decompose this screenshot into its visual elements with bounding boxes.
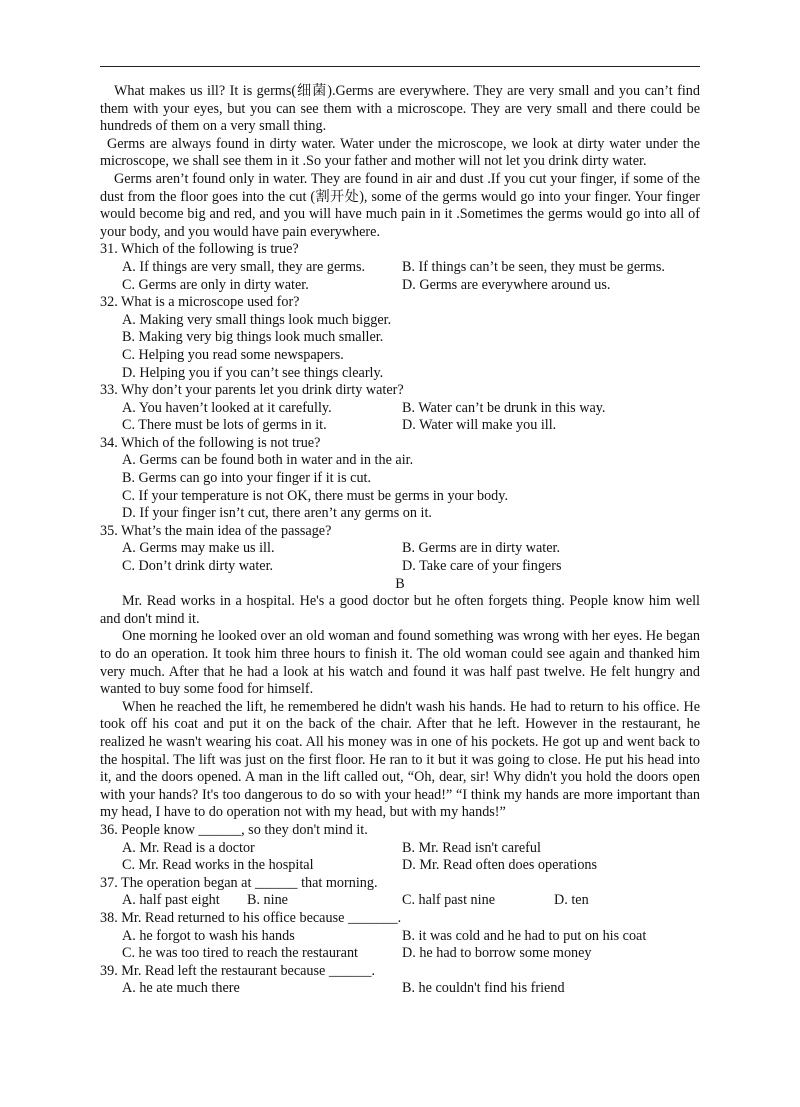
question-stem: 36. People know ______, so they don't mind it. [100, 821, 368, 838]
answer-option: B. Making very big things look much smaller. [122, 329, 384, 346]
answer-option: C. Helping you read some newspapers. [122, 346, 344, 363]
question-stem: 33. Why don’t your parents let you drink dirty water? [100, 382, 404, 399]
question-item [100, 875, 700, 910]
answer-options [100, 400, 700, 435]
answer-option: A. Germs may make us ill. [122, 540, 275, 557]
questions-b [100, 822, 700, 998]
option-row [122, 857, 700, 875]
answer-option: B. Water can’t be drunk in this way. [402, 399, 606, 416]
answer-option: A. If things are very small, they are germs. [122, 258, 366, 275]
option-row [122, 980, 700, 998]
answer-options [100, 928, 700, 963]
question-item [100, 435, 700, 523]
option-row [122, 400, 700, 418]
answer-option: D. Helping you if you can’t see things clearly. [122, 364, 384, 381]
answer-options [100, 980, 700, 998]
question-stem: 38. Mr. Read returned to his office because _______. [100, 909, 402, 926]
answer-option: D. he had to borrow some money [402, 945, 592, 962]
passage-b [100, 593, 700, 822]
answer-option: D. ten [554, 892, 589, 909]
document-body [100, 83, 700, 998]
answer-options [100, 840, 700, 875]
option-row [122, 840, 700, 858]
passage-b-paragraph-3: When he reached the lift, he remembered he didn't wash his hands. He had to return to his office. He took off his coat and put it on the back of the chair. After that he left. However in the restaurant, he realized he wasn't wearing his coat. All his money was in one of his pockets. He got up and went back to the hospital. The lift was just on the first floor. He ran to it but it was going to close. He put his head into it, and the doors opened. A man in the lift called out, “Oh, dear, sir! Why didn't you hold the doors open with your hands? It's too dangerous to do so with your head!” “I think my hands are more important than my head, I have to do operation not with my head, but with my hands!” [100, 698, 700, 821]
question-stem: 32. What is a microscope used for? [100, 294, 300, 311]
option-row [122, 558, 700, 576]
question-item [100, 523, 700, 576]
answer-option: C. Don’t drink dirty water. [122, 558, 274, 575]
answer-option: B. Germs can go into your finger if it is cut. [122, 470, 372, 487]
answer-option: A. he ate much there [122, 980, 240, 997]
answer-option: A. he forgot to wash his hands [122, 927, 295, 944]
answer-option: C. half past nine [402, 892, 495, 909]
option-row [122, 417, 700, 435]
answer-option: B. he couldn't find his friend [402, 980, 565, 997]
answer-option: A. half past eight [122, 892, 220, 909]
option-row [122, 945, 700, 963]
passage-a [100, 83, 700, 241]
option-row [122, 892, 700, 910]
answer-options [100, 540, 700, 575]
question-item [100, 382, 700, 435]
option-row [122, 277, 700, 295]
answer-option: B. nine [247, 892, 288, 909]
answer-options [100, 259, 700, 294]
header-rule [100, 66, 700, 67]
section-b-letter: B [395, 575, 405, 592]
questions-a [100, 241, 700, 575]
answer-option: D. If your finger isn’t cut, there aren’t any germs on it. [122, 505, 432, 522]
question-item [100, 963, 700, 998]
answer-option: B. Germs are in dirty water. [402, 540, 560, 557]
question-stem: 34. Which of the following is not true? [100, 434, 321, 451]
option-row [122, 259, 700, 277]
answer-options [100, 892, 700, 910]
question-stem: 31. Which of the following is true? [100, 241, 299, 258]
answer-option: C. Germs are only in dirty water. [122, 276, 309, 293]
answer-option: C. There must be lots of germs in it. [122, 417, 327, 434]
answer-option: A. Mr. Read is a doctor [122, 839, 255, 856]
answer-option: A. Making very small things look much bigger. [122, 311, 392, 328]
question-item [100, 241, 700, 294]
passage-b-paragraph-1: Mr. Read works in a hospital. He's a good doctor but he often forgets thing. People know him well and don't mind it. [100, 593, 700, 627]
question-item [100, 294, 700, 382]
answer-option: D. Germs are everywhere around us. [402, 276, 611, 293]
option-row [122, 540, 700, 558]
answer-option: C. If your temperature is not OK, there must be germs in your body. [122, 487, 508, 504]
option-row [122, 928, 700, 946]
question-stem: 39. Mr. Read left the restaurant because ______. [100, 962, 375, 979]
answer-option: B. Mr. Read isn't careful [402, 839, 541, 856]
passage-a-paragraph-2: Germs are always found in dirty water. Water under the microscope, we look at dirty water under the microscope, we shall see them in it .So your father and mother will not let you drink dirty water. [100, 135, 700, 170]
passage-b-paragraph-2: One morning he looked over an old woman and found something was wrong with her eyes. He began to do an operation. It took him three hours to finish it. The old woman could see again and thanked him very much. After that he had a look at his watch and found it was half past twelve. He felt hungry and wanted to buy some food for himself. [100, 628, 700, 698]
passage-a-paragraph-3: Germs aren’t found only in water. They are found in air and dust .If you cut your finger, if some of the dust from the floor goes into the cut (割开处), some of the germs would go into your finger. Your finger would become big and red, and you will have much pain in it .Sometimes the germs would go into all of your body, and you would have pain everywhere. [100, 170, 700, 240]
question-item [100, 910, 700, 963]
answer-option: C. he was too tired to reach the restaurant [122, 945, 358, 962]
answer-option: C. Mr. Read works in the hospital [122, 857, 314, 874]
answer-option: A. Germs can be found both in water and in the air. [122, 452, 414, 469]
question-item [100, 822, 700, 875]
answer-option: D. Mr. Read often does operations [402, 857, 598, 874]
answer-options [100, 452, 700, 522]
answer-option: D. Water will make you ill. [402, 417, 557, 434]
answer-option: D. Take care of your fingers [402, 558, 562, 575]
answer-options [100, 312, 700, 382]
answer-option: B. If things can’t be seen, they must be germs. [402, 258, 665, 275]
answer-option: B. it was cold and he had to put on his coat [402, 927, 647, 944]
passage-a-paragraph-1: What makes us ill? It is germs(细菌).Germs are everywhere. They are very small and you can’t find them with your eyes, but you can see them with a microscope. They are very small and there could be hundreds of them on a very small thing. [100, 83, 700, 135]
question-stem: 37. The operation began at ______ that morning. [100, 874, 378, 891]
answer-option: A. You haven’t looked at it carefully. [122, 399, 332, 416]
question-stem: 35. What’s the main idea of the passage? [100, 522, 332, 539]
